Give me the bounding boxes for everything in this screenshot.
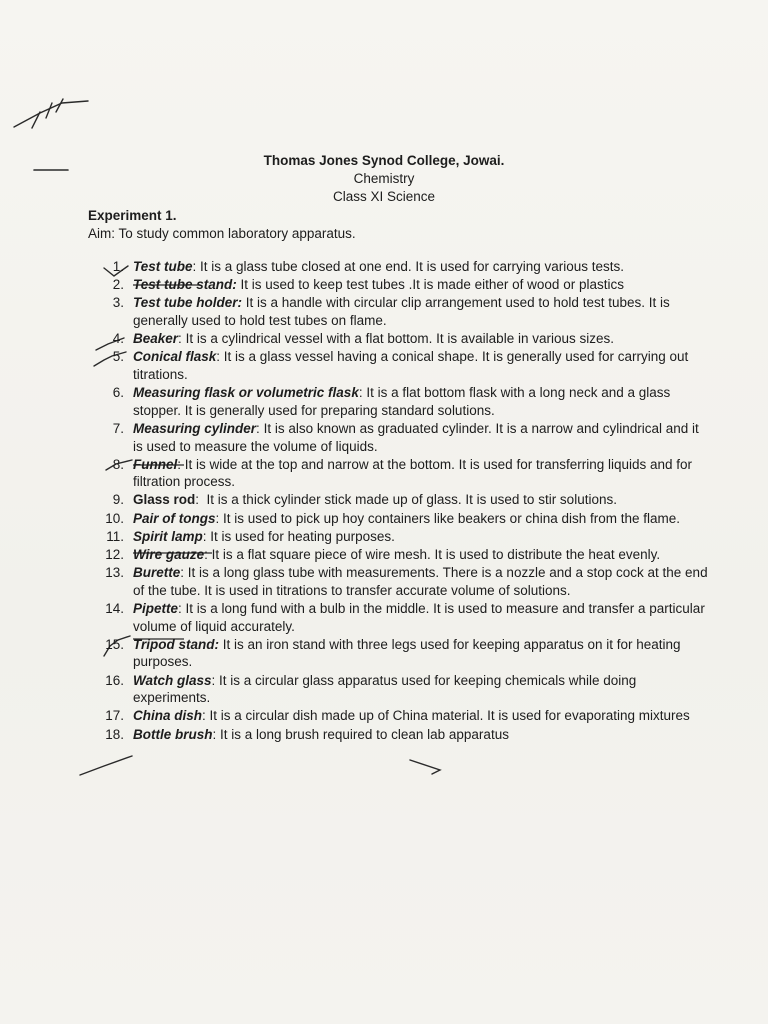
apparatus-description: It is an iron stand with three legs used for keeping apparatus on it for heating purposes. (133, 636, 685, 670)
list-item (88, 456, 708, 491)
apparatus-name: Bottle brush (133, 726, 213, 742)
item-number: 13. (105, 565, 124, 581)
separator: : (215, 510, 220, 526)
list-item (88, 276, 708, 294)
apparatus-name: Glass rod (133, 492, 196, 508)
apparatus-description: It is also known as graduated cylinder. It is a narrow and cylindrical and it is used to measure the volume of liquids. (133, 420, 703, 454)
apparatus-description: It is a long brush required to clean lab apparatus (216, 726, 509, 742)
separator: : (177, 456, 182, 472)
list-item (88, 420, 708, 455)
list-item (88, 258, 708, 276)
item-number: 4. (112, 331, 124, 347)
list-item (88, 510, 708, 528)
apparatus-name: Watch glass (133, 672, 212, 688)
separator: : (212, 726, 217, 742)
list-item (88, 546, 708, 564)
apparatus-name: Pipette (133, 601, 179, 616)
separator: : (178, 601, 182, 616)
apparatus-description: It is used for heating purposes. (206, 528, 395, 544)
apparatus-name: Test tube (133, 259, 193, 274)
item-number: 3. (112, 295, 124, 311)
separator: : (195, 492, 200, 508)
item-number: 1. (112, 259, 124, 274)
list-item (88, 330, 708, 348)
item-number: 16. (105, 672, 124, 688)
list-item (88, 384, 708, 419)
list-item (88, 528, 708, 546)
list-item (88, 636, 708, 671)
item-number: 11. (106, 528, 124, 544)
item-number: 14. (105, 601, 124, 616)
apparatus-description: It is a circular glass apparatus used for keeping chemicals while doing experiments. (133, 672, 641, 706)
apparatus-description: It is wide at the top and narrow at the bottom. It is used for transferring liquids and for filtration process. (133, 456, 696, 490)
apparatus-description: It is a cylindrical vessel with a flat bottom. It is available in various sizes. (181, 331, 614, 347)
apparatus-name: Burette (133, 565, 181, 581)
experiment-aim: Aim: To study common laboratory apparatus. (88, 226, 356, 241)
apparatus-name: Tripod stand: (133, 636, 219, 652)
item-number: 15. (105, 636, 124, 652)
apparatus-description: It is a flat square piece of wire mesh. It is used to distribute the heat evenly. (207, 547, 661, 563)
list-item (88, 348, 708, 383)
separator: : (178, 331, 182, 347)
apparatus-list (88, 258, 712, 744)
apparatus-description: It is a glass tube closed at one end. It is used for carrying various tests. (196, 259, 624, 274)
item-number: 12. (105, 547, 124, 563)
item-number: 6. (112, 385, 124, 401)
list-item (88, 564, 712, 599)
apparatus-description: It is a handle with circular clip arrangement used to hold test tubes. It is generally used to hold test tubes on flame. (133, 295, 674, 328)
apparatus-name: Pair of tongs (133, 510, 216, 526)
apparatus-name: Wire gauze (133, 547, 205, 563)
list-item (88, 294, 708, 329)
experiment-title: Experiment 1. (88, 208, 177, 223)
college-name: Thomas Jones Synod College, Jowai. (263, 153, 505, 168)
pen-scribble-top-left (14, 101, 88, 127)
apparatus-name: Test tube stand: (133, 277, 237, 293)
separator: : (180, 565, 185, 581)
item-number: 2. (112, 277, 124, 293)
item-number: 8. (112, 456, 124, 472)
class-name: Class XI Science (332, 189, 436, 204)
separator: : (202, 708, 206, 724)
apparatus-description: It is a thick cylinder stick made up of glass. It is used to stir solutions. (199, 492, 617, 508)
apparatus-name: Spirit lamp (133, 528, 203, 544)
apparatus-name: Measuring cylinder (133, 420, 257, 436)
apparatus-name: Beaker (133, 331, 179, 347)
list-item (88, 707, 708, 725)
separator: : (358, 385, 363, 401)
item-number: 9. (112, 492, 124, 508)
pen-stroke-item-17 (80, 756, 132, 775)
document-header (0, 152, 768, 206)
apparatus-name: Conical flask (133, 349, 217, 365)
separator: : (256, 420, 260, 436)
item-number: 18. (105, 726, 124, 742)
list-item (88, 491, 708, 509)
item-number: 10. (105, 510, 124, 526)
apparatus-name: Test tube holder: (133, 295, 243, 311)
list-item (88, 672, 708, 707)
separator: : (204, 547, 208, 563)
apparatus-description: It is a flat bottom flask with a long neck and a glass stopper. It is generally used for preparing standard solutions. (133, 385, 675, 418)
apparatus-description: It is used to pick up hoy containers like beakers or china dish from the flame. (219, 510, 681, 526)
item-number: 17. (105, 708, 124, 724)
list-item (88, 726, 708, 744)
apparatus-description: It is a long glass tube with measurements. There is a nozzle and a stop cock at the end of the tube. It is used in titrations to transfer accurate volume of solutions. (133, 565, 712, 598)
item-number: 7. (112, 420, 124, 436)
apparatus-description: It is a glass vessel having a conical shape. It is generally used for carrying out titrations. (133, 349, 693, 382)
item-number: 5. (112, 349, 124, 365)
separator: : (216, 349, 221, 365)
apparatus-description: It is used to keep test tubes .It is made either of wood or plastics (236, 277, 624, 293)
separator: : (202, 528, 207, 544)
list-item (88, 600, 708, 635)
apparatus-name: Measuring flask or volumetric flask (133, 385, 359, 401)
subject-name: Chemistry (353, 171, 415, 186)
separator: : (192, 259, 197, 274)
apparatus-name: Funnel (133, 456, 178, 472)
separator: : (211, 672, 216, 688)
apparatus-description: It is a circular dish made up of China material. It is used for evaporating mixtures (205, 708, 690, 724)
apparatus-description: It is a long fund with a bulb in the middle. It is used to measure and transfer a particular volume of liquid accurately. (133, 601, 709, 634)
apparatus-name: China dish (133, 708, 203, 724)
